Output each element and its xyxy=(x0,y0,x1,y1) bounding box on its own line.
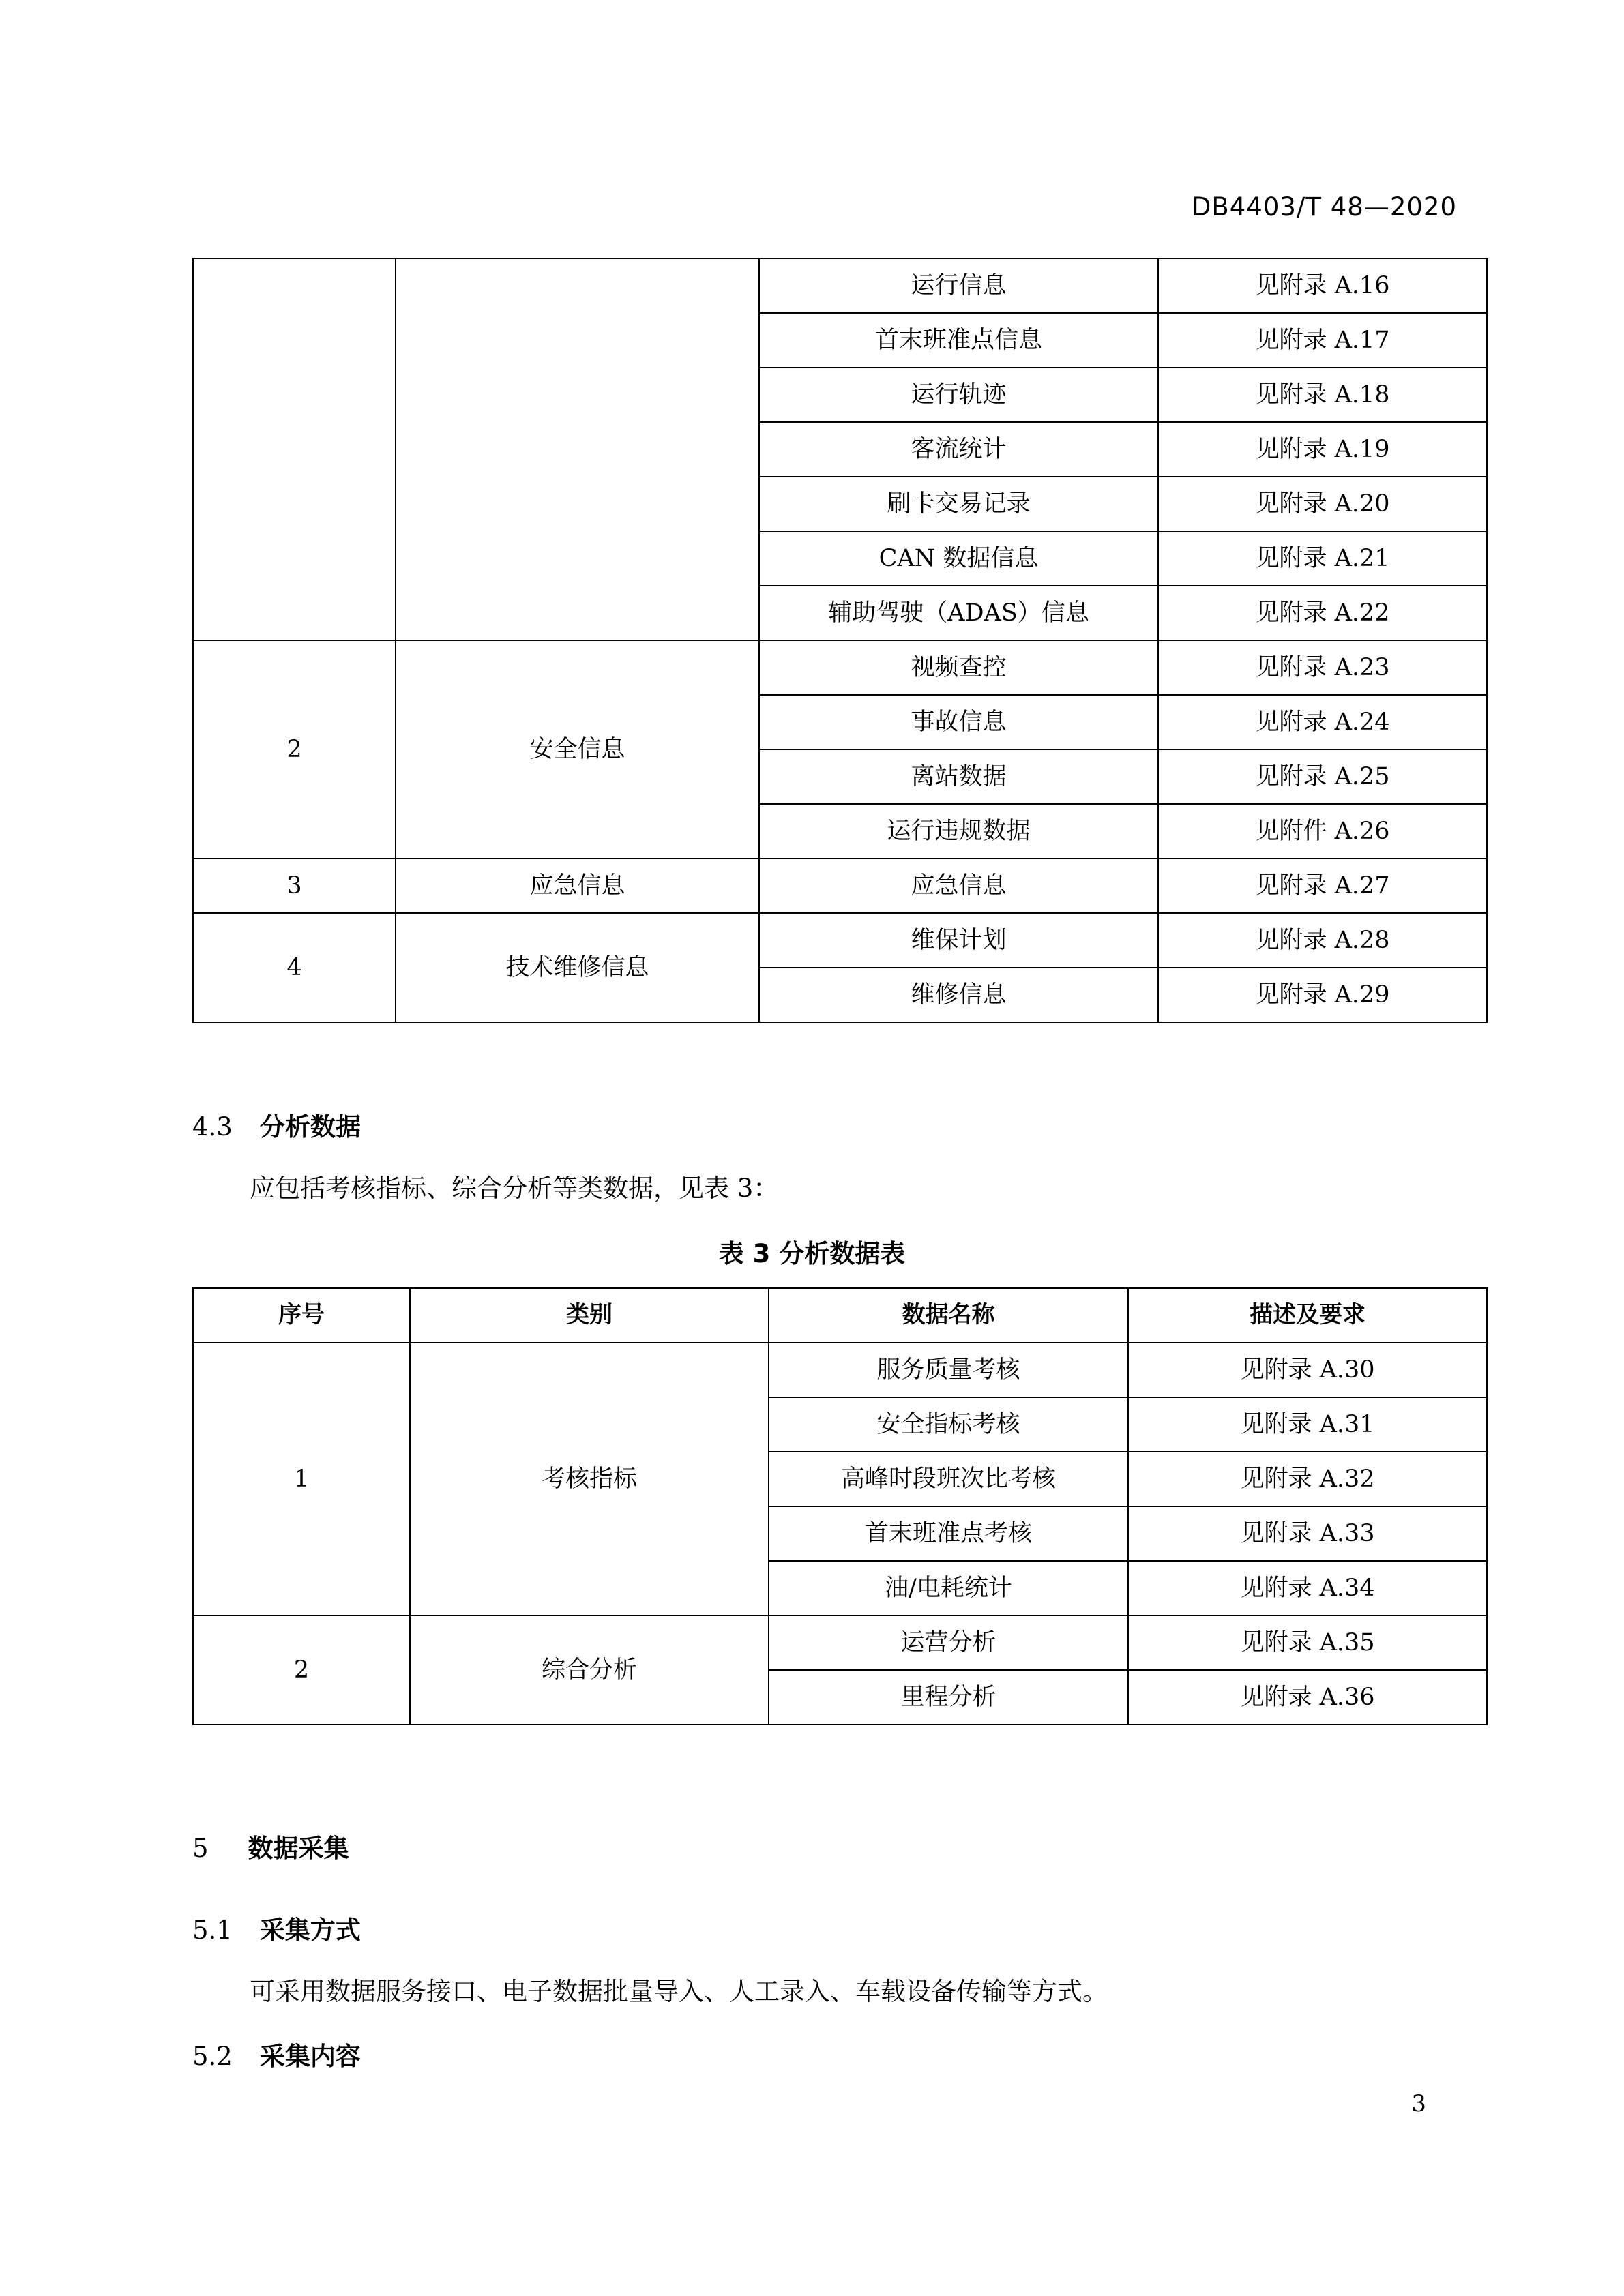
cell-item: 辅助驾驶（ADAS）信息 xyxy=(759,586,1158,640)
table-row xyxy=(193,859,1487,913)
cell-item: 维保计划 xyxy=(759,913,1158,968)
cell-desc: 见附录 A.24 xyxy=(1158,695,1487,749)
cell-no: 2 xyxy=(193,640,396,859)
header-category: 类别 xyxy=(410,1288,769,1343)
cell-desc: 见附录 A.23 xyxy=(1158,640,1487,695)
cell-item: 维修信息 xyxy=(759,968,1158,1022)
cell-item: 运行违规数据 xyxy=(759,804,1158,859)
cell-desc: 见附录 A.30 xyxy=(1128,1343,1487,1397)
cell-item: 客流统计 xyxy=(759,422,1158,477)
cell-desc: 见附录 A.21 xyxy=(1158,531,1487,586)
cell-desc: 见附录 A.31 xyxy=(1128,1397,1487,1452)
table-row xyxy=(193,640,1487,695)
cell-no: 1 xyxy=(193,1343,410,1615)
table2-continued xyxy=(192,258,1488,1023)
table-header-row xyxy=(193,1288,1487,1343)
cell-item: 里程分析 xyxy=(769,1670,1128,1725)
table3-analysis-data xyxy=(192,1287,1488,1725)
table-row xyxy=(193,913,1487,968)
section-title: 数据采集 xyxy=(248,1834,349,1863)
cell-item: 首末班准点信息 xyxy=(759,313,1158,368)
cell-desc: 见附录 A.18 xyxy=(1158,368,1487,422)
table-row xyxy=(193,1615,1487,1670)
section-5-2-heading xyxy=(192,2036,361,2072)
cell-category: 安全信息 xyxy=(396,640,759,859)
cell-category-empty xyxy=(396,258,759,640)
cell-category: 技术维修信息 xyxy=(396,913,759,1022)
cell-item: 首末班准点考核 xyxy=(769,1506,1128,1561)
section-title: 采集方式 xyxy=(259,1915,361,1945)
cell-item: 油/电耗统计 xyxy=(769,1561,1128,1615)
cell-desc: 见附录 A.28 xyxy=(1158,913,1487,968)
cell-item: 事故信息 xyxy=(759,695,1158,749)
cell-no: 3 xyxy=(193,859,396,913)
header-desc: 描述及要求 xyxy=(1128,1288,1487,1343)
cell-item: 视频查控 xyxy=(759,640,1158,695)
section-5-1-heading xyxy=(192,1909,361,1946)
cell-desc: 见附录 A.35 xyxy=(1128,1615,1487,1670)
section-number: 5.2 xyxy=(192,2042,233,2071)
cell-no: 4 xyxy=(193,913,396,1022)
cell-item: 运行信息 xyxy=(759,258,1158,313)
section-4-3-heading xyxy=(192,1106,361,1143)
page-number: 3 xyxy=(1411,2090,1426,2117)
cell-desc: 见附录 A.27 xyxy=(1158,859,1487,913)
cell-item: 安全指标考核 xyxy=(769,1397,1128,1452)
cell-desc: 见附件 A.26 xyxy=(1158,804,1487,859)
cell-desc: 见附录 A.20 xyxy=(1158,477,1487,531)
section-5-1-text: 可采用数据服务接口、电子数据批量导入、人工录入、车载设备传输等方式。 xyxy=(250,1977,1108,2006)
section-title: 分析数据 xyxy=(259,1112,361,1142)
cell-desc: 见附录 A.16 xyxy=(1158,258,1487,313)
cell-item: 离站数据 xyxy=(759,749,1158,804)
cell-desc: 见附录 A.22 xyxy=(1158,586,1487,640)
cell-desc: 见附录 A.36 xyxy=(1128,1670,1487,1725)
cell-category: 应急信息 xyxy=(396,859,759,913)
cell-category: 考核指标 xyxy=(410,1343,769,1615)
cell-desc: 见附录 A.25 xyxy=(1158,749,1487,804)
cell-no: 2 xyxy=(193,1615,410,1725)
header-no: 序号 xyxy=(193,1288,410,1343)
table3-caption: 表 3 分析数据表 xyxy=(718,1239,906,1268)
cell-item: 运营分析 xyxy=(769,1615,1128,1670)
table-row xyxy=(193,258,1487,313)
cell-item: 刷卡交易记录 xyxy=(759,477,1158,531)
section-number: 5 xyxy=(192,1834,209,1863)
cell-desc: 见附录 A.29 xyxy=(1158,968,1487,1022)
cell-item: CAN 数据信息 xyxy=(759,531,1158,586)
cell-item: 运行轨迹 xyxy=(759,368,1158,422)
cell-item: 服务质量考核 xyxy=(769,1343,1128,1397)
cell-category: 综合分析 xyxy=(410,1615,769,1725)
cell-desc: 见附录 A.34 xyxy=(1128,1561,1487,1615)
section-number: 4.3 xyxy=(192,1112,233,1142)
section-4-3-intro: 应包括考核指标、综合分析等类数据，见表 3： xyxy=(250,1174,779,1203)
cell-desc: 见附录 A.19 xyxy=(1158,422,1487,477)
cell-no-empty xyxy=(193,258,396,640)
section-number: 5.1 xyxy=(192,1915,233,1945)
cell-desc: 见附录 A.32 xyxy=(1128,1452,1487,1506)
table-row xyxy=(193,1343,1487,1397)
cell-desc: 见附录 A.17 xyxy=(1158,313,1487,368)
cell-item: 高峰时段班次比考核 xyxy=(769,1452,1128,1506)
document-id: DB4403/T 48—2020 xyxy=(1191,192,1457,222)
header-item: 数据名称 xyxy=(769,1288,1128,1343)
cell-item: 应急信息 xyxy=(759,859,1158,913)
section-5-heading xyxy=(192,1828,349,1864)
section-title: 采集内容 xyxy=(259,2042,361,2071)
cell-desc: 见附录 A.33 xyxy=(1128,1506,1487,1561)
